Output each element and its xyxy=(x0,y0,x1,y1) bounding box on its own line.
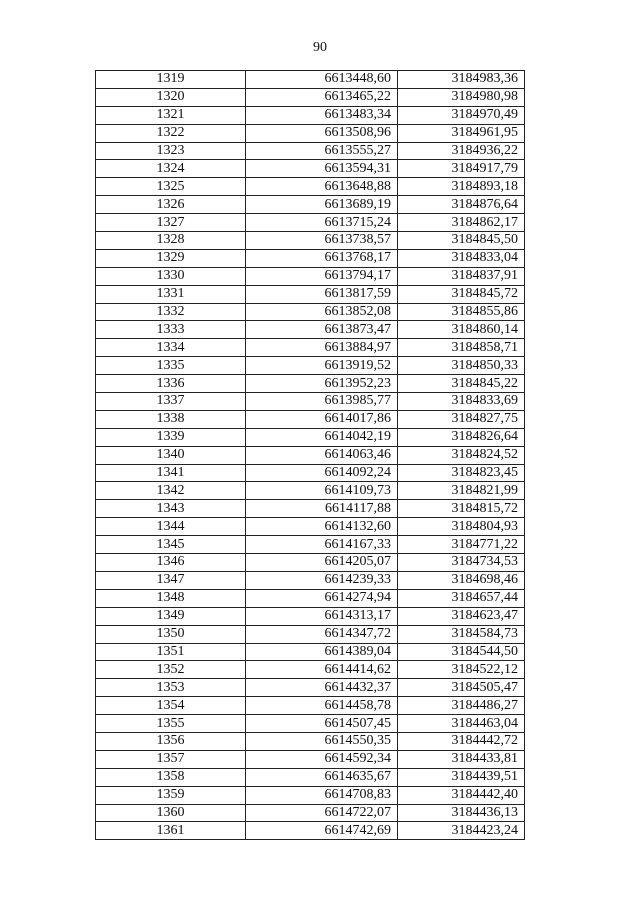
table-row xyxy=(96,589,525,607)
x-coordinate-cell: 6614592,34 xyxy=(246,750,398,768)
x-coordinate-cell: 6614132,60 xyxy=(246,518,398,536)
y-coordinate-cell: 3184505,47 xyxy=(398,679,525,697)
x-coordinate-cell: 6614432,37 xyxy=(246,679,398,697)
x-coordinate-cell: 6613594,31 xyxy=(246,160,398,178)
y-coordinate-cell: 3184833,04 xyxy=(398,249,525,267)
table-row xyxy=(96,142,525,160)
table-row xyxy=(96,71,525,89)
table-row xyxy=(96,214,525,232)
table-row xyxy=(96,410,525,428)
point-number-cell: 1351 xyxy=(96,643,246,661)
x-coordinate-cell: 6613873,47 xyxy=(246,321,398,339)
table-row xyxy=(96,750,525,768)
point-number-cell: 1348 xyxy=(96,589,246,607)
y-coordinate-cell: 3184442,40 xyxy=(398,786,525,804)
point-number-cell: 1339 xyxy=(96,428,246,446)
point-number-cell: 1352 xyxy=(96,661,246,679)
point-number-cell: 1323 xyxy=(96,142,246,160)
point-number-cell: 1332 xyxy=(96,303,246,321)
y-coordinate-cell: 3184436,13 xyxy=(398,804,525,822)
point-number-cell: 1355 xyxy=(96,715,246,733)
table-row xyxy=(96,697,525,715)
table-row xyxy=(96,339,525,357)
x-coordinate-cell: 6613648,88 xyxy=(246,178,398,196)
y-coordinate-cell: 3184961,95 xyxy=(398,124,525,142)
coordinates-table-body xyxy=(96,71,525,840)
point-number-cell: 1353 xyxy=(96,679,246,697)
x-coordinate-cell: 6614092,24 xyxy=(246,464,398,482)
point-number-cell: 1349 xyxy=(96,607,246,625)
table-row xyxy=(96,446,525,464)
x-coordinate-cell: 6614708,83 xyxy=(246,786,398,804)
y-coordinate-cell: 3184845,72 xyxy=(398,285,525,303)
y-coordinate-cell: 3184970,49 xyxy=(398,106,525,124)
point-number-cell: 1350 xyxy=(96,625,246,643)
table-row xyxy=(96,267,525,285)
x-coordinate-cell: 6614042,19 xyxy=(246,428,398,446)
point-number-cell: 1340 xyxy=(96,446,246,464)
y-coordinate-cell: 3184983,36 xyxy=(398,71,525,89)
y-coordinate-cell: 3184623,47 xyxy=(398,607,525,625)
y-coordinate-cell: 3184771,22 xyxy=(398,536,525,554)
y-coordinate-cell: 3184657,44 xyxy=(398,589,525,607)
x-coordinate-cell: 6613465,22 xyxy=(246,88,398,106)
table-row xyxy=(96,768,525,786)
table-row xyxy=(96,804,525,822)
y-coordinate-cell: 3184734,53 xyxy=(398,554,525,572)
x-coordinate-cell: 6613852,08 xyxy=(246,303,398,321)
table-row xyxy=(96,643,525,661)
table-row xyxy=(96,88,525,106)
table-row xyxy=(96,178,525,196)
y-coordinate-cell: 3184837,91 xyxy=(398,267,525,285)
table-row xyxy=(96,536,525,554)
table-row xyxy=(96,679,525,697)
point-number-cell: 1322 xyxy=(96,124,246,142)
point-number-cell: 1326 xyxy=(96,196,246,214)
y-coordinate-cell: 3184698,46 xyxy=(398,571,525,589)
point-number-cell: 1319 xyxy=(96,71,246,89)
table-row xyxy=(96,786,525,804)
x-coordinate-cell: 6613884,97 xyxy=(246,339,398,357)
table-row xyxy=(96,732,525,750)
point-number-cell: 1341 xyxy=(96,464,246,482)
table-row xyxy=(96,249,525,267)
point-number-cell: 1343 xyxy=(96,500,246,518)
point-number-cell: 1346 xyxy=(96,554,246,572)
point-number-cell: 1334 xyxy=(96,339,246,357)
table-row xyxy=(96,232,525,250)
y-coordinate-cell: 3184833,69 xyxy=(398,393,525,411)
point-number-cell: 1337 xyxy=(96,393,246,411)
x-coordinate-cell: 6614507,45 xyxy=(246,715,398,733)
y-coordinate-cell: 3184824,52 xyxy=(398,446,525,464)
point-number-cell: 1345 xyxy=(96,536,246,554)
table-row xyxy=(96,428,525,446)
coordinates-table xyxy=(95,70,525,840)
y-coordinate-cell: 3184826,64 xyxy=(398,428,525,446)
point-number-cell: 1325 xyxy=(96,178,246,196)
y-coordinate-cell: 3184845,50 xyxy=(398,232,525,250)
x-coordinate-cell: 6614347,72 xyxy=(246,625,398,643)
y-coordinate-cell: 3184804,93 xyxy=(398,518,525,536)
point-number-cell: 1328 xyxy=(96,232,246,250)
x-coordinate-cell: 6613715,24 xyxy=(246,214,398,232)
point-number-cell: 1331 xyxy=(96,285,246,303)
point-number-cell: 1344 xyxy=(96,518,246,536)
table-row xyxy=(96,285,525,303)
page-number: 90 xyxy=(313,40,327,55)
y-coordinate-cell: 3184845,22 xyxy=(398,375,525,393)
point-number-cell: 1359 xyxy=(96,786,246,804)
x-coordinate-cell: 6613738,57 xyxy=(246,232,398,250)
table-row xyxy=(96,607,525,625)
y-coordinate-cell: 3184827,75 xyxy=(398,410,525,428)
x-coordinate-cell: 6614274,94 xyxy=(246,589,398,607)
x-coordinate-cell: 6613508,96 xyxy=(246,124,398,142)
x-coordinate-cell: 6614414,62 xyxy=(246,661,398,679)
x-coordinate-cell: 6614635,67 xyxy=(246,768,398,786)
x-coordinate-cell: 6613919,52 xyxy=(246,357,398,375)
point-number-cell: 1361 xyxy=(96,822,246,840)
point-number-cell: 1357 xyxy=(96,750,246,768)
table-row xyxy=(96,375,525,393)
point-number-cell: 1321 xyxy=(96,106,246,124)
y-coordinate-cell: 3184876,64 xyxy=(398,196,525,214)
y-coordinate-cell: 3184544,50 xyxy=(398,643,525,661)
table-row xyxy=(96,124,525,142)
x-coordinate-cell: 6614389,04 xyxy=(246,643,398,661)
table-row xyxy=(96,715,525,733)
y-coordinate-cell: 3184522,12 xyxy=(398,661,525,679)
point-number-cell: 1356 xyxy=(96,732,246,750)
point-number-cell: 1330 xyxy=(96,267,246,285)
y-coordinate-cell: 3184936,22 xyxy=(398,142,525,160)
x-coordinate-cell: 6613555,27 xyxy=(246,142,398,160)
table-row xyxy=(96,822,525,840)
x-coordinate-cell: 6613689,19 xyxy=(246,196,398,214)
point-number-cell: 1354 xyxy=(96,697,246,715)
y-coordinate-cell: 3184463,04 xyxy=(398,715,525,733)
table-row xyxy=(96,464,525,482)
x-coordinate-cell: 6613794,17 xyxy=(246,267,398,285)
table-row xyxy=(96,196,525,214)
x-coordinate-cell: 6614117,88 xyxy=(246,500,398,518)
y-coordinate-cell: 3184860,14 xyxy=(398,321,525,339)
x-coordinate-cell: 6614205,07 xyxy=(246,554,398,572)
x-coordinate-cell: 6613817,59 xyxy=(246,285,398,303)
x-coordinate-cell: 6614063,46 xyxy=(246,446,398,464)
y-coordinate-cell: 3184917,79 xyxy=(398,160,525,178)
y-coordinate-cell: 3184980,98 xyxy=(398,88,525,106)
y-coordinate-cell: 3184858,71 xyxy=(398,339,525,357)
x-coordinate-cell: 6613448,60 xyxy=(246,71,398,89)
point-number-cell: 1329 xyxy=(96,249,246,267)
table-row xyxy=(96,160,525,178)
x-coordinate-cell: 6614167,33 xyxy=(246,536,398,554)
x-coordinate-cell: 6614109,73 xyxy=(246,482,398,500)
x-coordinate-cell: 6614722,07 xyxy=(246,804,398,822)
y-coordinate-cell: 3184815,72 xyxy=(398,500,525,518)
point-number-cell: 1358 xyxy=(96,768,246,786)
table-row xyxy=(96,661,525,679)
table-row xyxy=(96,303,525,321)
y-coordinate-cell: 3184821,99 xyxy=(398,482,525,500)
x-coordinate-cell: 6614017,86 xyxy=(246,410,398,428)
x-coordinate-cell: 6614239,33 xyxy=(246,571,398,589)
x-coordinate-cell: 6614313,17 xyxy=(246,607,398,625)
y-coordinate-cell: 3184433,81 xyxy=(398,750,525,768)
x-coordinate-cell: 6614550,35 xyxy=(246,732,398,750)
y-coordinate-cell: 3184855,86 xyxy=(398,303,525,321)
table-row xyxy=(96,500,525,518)
point-number-cell: 1342 xyxy=(96,482,246,500)
x-coordinate-cell: 6613483,34 xyxy=(246,106,398,124)
x-coordinate-cell: 6614458,78 xyxy=(246,697,398,715)
table-row xyxy=(96,393,525,411)
x-coordinate-cell: 6613985,77 xyxy=(246,393,398,411)
table-row xyxy=(96,554,525,572)
y-coordinate-cell: 3184439,51 xyxy=(398,768,525,786)
table-row xyxy=(96,518,525,536)
x-coordinate-cell: 6613768,17 xyxy=(246,249,398,267)
y-coordinate-cell: 3184850,33 xyxy=(398,357,525,375)
table-row xyxy=(96,357,525,375)
y-coordinate-cell: 3184423,24 xyxy=(398,822,525,840)
y-coordinate-cell: 3184862,17 xyxy=(398,214,525,232)
table-row xyxy=(96,571,525,589)
table-row xyxy=(96,106,525,124)
y-coordinate-cell: 3184893,18 xyxy=(398,178,525,196)
point-number-cell: 1320 xyxy=(96,88,246,106)
point-number-cell: 1327 xyxy=(96,214,246,232)
table-row xyxy=(96,625,525,643)
point-number-cell: 1336 xyxy=(96,375,246,393)
y-coordinate-cell: 3184442,72 xyxy=(398,732,525,750)
point-number-cell: 1347 xyxy=(96,571,246,589)
point-number-cell: 1338 xyxy=(96,410,246,428)
point-number-cell: 1360 xyxy=(96,804,246,822)
point-number-cell: 1324 xyxy=(96,160,246,178)
y-coordinate-cell: 3184486,27 xyxy=(398,697,525,715)
point-number-cell: 1335 xyxy=(96,357,246,375)
y-coordinate-cell: 3184823,45 xyxy=(398,464,525,482)
x-coordinate-cell: 6614742,69 xyxy=(246,822,398,840)
table-row xyxy=(96,321,525,339)
point-number-cell: 1333 xyxy=(96,321,246,339)
table-row xyxy=(96,482,525,500)
y-coordinate-cell: 3184584,73 xyxy=(398,625,525,643)
x-coordinate-cell: 6613952,23 xyxy=(246,375,398,393)
